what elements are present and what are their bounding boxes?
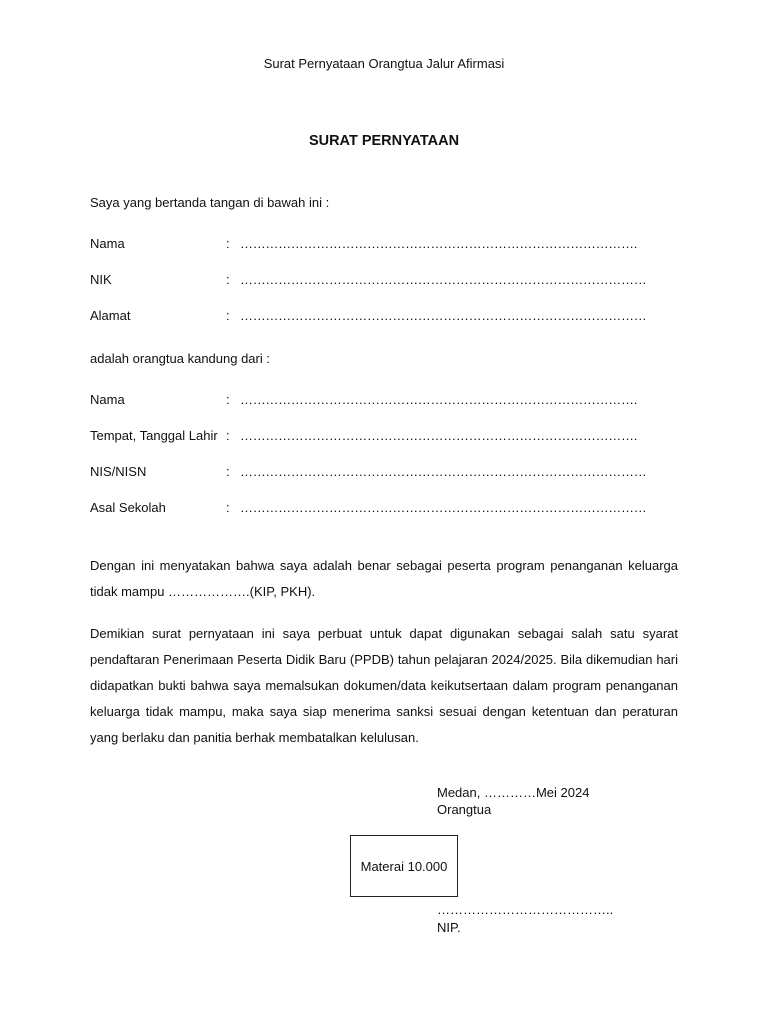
field-label: NIK	[90, 272, 112, 287]
field-colon: :	[226, 428, 230, 443]
field-blank-line: ………………………………………………………………………………….	[240, 392, 638, 407]
signature-nip: NIP.	[437, 920, 461, 935]
signature-place-date: Medan, …………Mei 2024	[437, 785, 590, 800]
field-colon: :	[226, 500, 230, 515]
field-colon: :	[226, 236, 230, 251]
field-label: Alamat	[90, 308, 131, 323]
document-header: Surat Pernyataan Orangtua Jalur Afirmasi	[263, 56, 505, 71]
child-field-row	[90, 392, 690, 410]
field-blank-line: ……………………………………………………………………………………	[240, 464, 647, 479]
field-colon: :	[226, 392, 230, 407]
child-field-row	[90, 500, 690, 518]
statement-paragraph: Dengan ini menyatakan bahwa saya adalah benar sebagai peserta program penanganan keluarga tidak mampu ……………….(KIP, PKH).	[90, 558, 678, 599]
field-blank-line: ………………………………………………………………………………….	[240, 236, 638, 251]
field-colon: :	[226, 272, 230, 287]
field-blank-line: ………………………………………………………………………………….	[240, 428, 638, 443]
field-label: Nama	[90, 392, 125, 407]
document-title: SURAT PERNYATAAN	[308, 133, 460, 149]
child-field-row	[90, 464, 690, 482]
stamp-label: Materai 10.000	[360, 858, 448, 874]
signature-role: Orangtua	[437, 802, 492, 817]
field-label: Tempat, Tanggal Lahir	[90, 428, 218, 443]
intro-text: Saya yang bertanda tangan di bawah ini :	[90, 195, 330, 210]
child-intro-text: adalah orangtua kandung dari :	[90, 351, 270, 366]
field-colon: :	[226, 464, 230, 479]
field-label: Nama	[90, 236, 125, 251]
field-blank-line: ……………………………………………………………………………………	[240, 500, 647, 515]
parent-field-row	[90, 236, 690, 254]
child-field-row	[90, 428, 690, 446]
field-colon: :	[226, 308, 230, 323]
field-blank-line: ……………………………………………………………………………………	[240, 308, 647, 323]
parent-field-row	[90, 272, 690, 290]
stamp-box	[350, 835, 458, 897]
field-label: NIS/NISN	[90, 464, 147, 479]
field-label: Asal Sekolah	[90, 500, 166, 515]
field-blank-line: ……………………………………………………………………………………	[240, 272, 647, 287]
signature-name-line: …………………………………..	[437, 902, 614, 917]
closing-paragraph: Demikian surat pernyataan ini saya perbuat untuk dapat digunakan sebagai salah satu syarat pendaftaran Penerimaan Peserta Didik Baru (PPDB) tahun pelajaran 2024/2025. Bila dikemudian hari didapatkan bukti bahwa saya memalsukan dokumen/data keikutsertaan dalam program penanganan keluarga tidak mampu, maka saya siap menerima sanksi sesuai dengan ketentuan dan peraturan yang berlaku dan panitia berhak membatalkan kelulusan.	[90, 626, 678, 745]
parent-field-row	[90, 308, 690, 326]
